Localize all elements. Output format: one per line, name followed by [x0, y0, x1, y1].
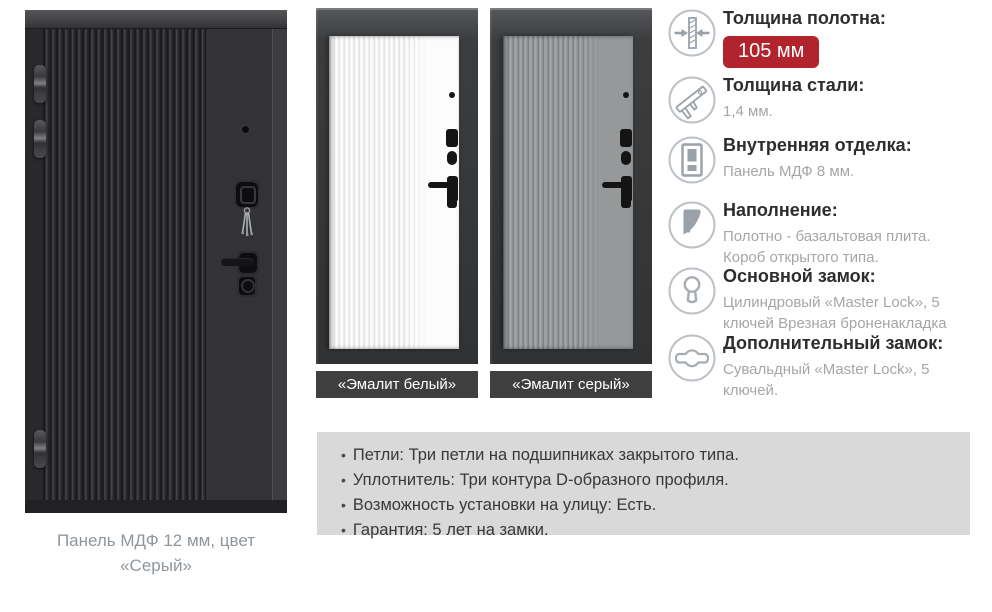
lower-lock: [447, 195, 457, 208]
spec-title: Основной замок:: [723, 266, 876, 286]
variant-white-door-leaf: [329, 36, 459, 349]
spec-title: Внутренняя отделка:: [723, 135, 912, 155]
door-handle: [428, 182, 455, 188]
upper-lock: [446, 129, 458, 147]
peephole: [242, 126, 249, 133]
hinge-bottom: [34, 430, 46, 468]
features-box: [317, 432, 970, 539]
door-bottom-frame: [25, 500, 287, 513]
variant-white-image[interactable]: [316, 8, 478, 364]
spec-steel-thickness: [667, 75, 989, 122]
variant-gray-label[interactable]: «Эмалит серый»: [490, 371, 652, 398]
variant-gray-image[interactable]: [490, 8, 652, 364]
upper-lock: [234, 180, 260, 209]
lever-lock-icon: [667, 333, 717, 383]
panel-thickness-badge: 105 мм: [723, 36, 819, 68]
cylinder-lock-icon: [667, 266, 717, 316]
spec-additional-lock: [667, 333, 989, 401]
variant-gray-door-leaf: [503, 36, 633, 349]
spec-title: Наполнение:: [723, 200, 838, 220]
spec-value: Цилиндровый «Master Lock», 5 ключей Врезная броненакладка: [723, 294, 947, 332]
lock-cylinder: [447, 151, 457, 165]
upper-lock: [620, 129, 632, 147]
main-door-image[interactable]: [25, 10, 287, 513]
spec-main-lock: [667, 266, 989, 334]
spec-title: Толщина стали:: [723, 75, 865, 95]
variant-white-label[interactable]: «Эмалит белый»: [316, 371, 478, 398]
spec-value: Сувальдный «Master Lock», 5 ключей.: [723, 361, 930, 399]
feature-hinges: • Петли: Три петли на подшипниках закрытого типа.: [341, 443, 960, 468]
peephole: [449, 92, 455, 98]
feature-warranty: • Гарантия: 5 лет на замки.: [341, 518, 960, 543]
spec-value: Полотно - базальтовая плита. Короб открытого типа.: [723, 228, 931, 266]
hinge-top: [34, 65, 46, 103]
features-list: [341, 443, 960, 543]
lock-cylinder: [621, 151, 631, 165]
feature-seal: • Уплотнитель: Три контура D-образного профиля.: [341, 468, 960, 493]
spec-filling: [667, 200, 989, 268]
spec-title: Толщина полотна:: [723, 8, 886, 28]
spec-value: 1,4 мм.: [723, 103, 773, 120]
hinge-middle: [34, 120, 46, 158]
door-top-frame: [25, 10, 287, 29]
interior-finish-icon: [667, 135, 717, 185]
keys-in-lock: [238, 207, 258, 241]
door-filling-icon: [667, 200, 717, 250]
lower-lock: [621, 195, 631, 208]
lower-lock: [237, 275, 257, 297]
feature-outdoor: • Возможность установки на улицу: Есть.: [341, 493, 960, 518]
spec-value: Панель МДФ 8 мм.: [723, 163, 855, 180]
panel-thickness-icon: [667, 8, 717, 58]
spec-interior-finish: [667, 135, 989, 182]
spec-panel-thickness: [667, 8, 989, 68]
door-handle: [221, 258, 254, 266]
main-door-caption: Панель МДФ 12 мм, цвет «Серый»: [56, 531, 256, 575]
door-edge-strip: [272, 28, 287, 500]
caliper-icon: [667, 75, 717, 125]
spec-title: Дополнительный замок:: [723, 333, 944, 353]
door-handle: [602, 182, 629, 188]
door-ridged-panel: [43, 28, 205, 500]
peephole: [623, 92, 629, 98]
